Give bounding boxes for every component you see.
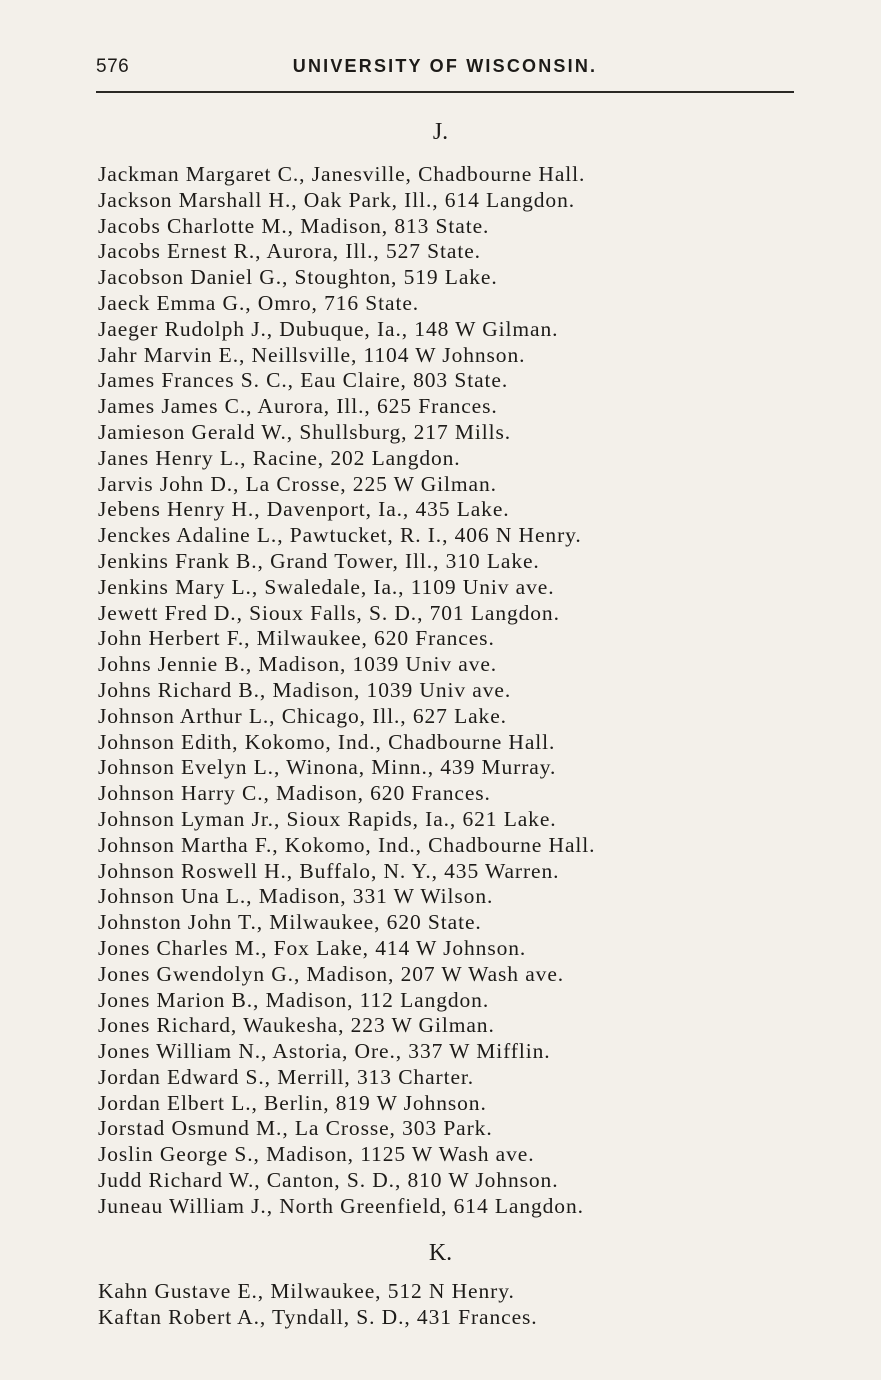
directory-entry: Johnson Harry C., Madison, 620 Frances. [98,781,491,806]
directory-entry: Johnson Una L., Madison, 331 W Wilson. [98,884,494,909]
directory-entry: James James C., Aurora, Ill., 625 Frances. [98,394,498,419]
directory-entry: Jones Gwendolyn G., Madison, 207 W Wash ave. [98,961,565,986]
directory-entry: Jacobs Ernest R., Aurora, Ill., 527 State. [98,239,481,264]
directory-entry: Johnson Arthur L., Chicago, Ill., 627 Lake. [98,703,507,728]
page-number: 576 [96,56,130,77]
directory-entry: Jaeck Emma G., Omro, 716 State. [98,290,420,315]
section-heading-j: J. [432,119,449,145]
directory-entry: James Frances S. C., Eau Claire, 803 State. [98,368,509,393]
directory-entry: John Herbert F., Milwaukee, 620 Frances. [98,626,495,651]
directory-entry: Jones Charles M., Fox Lake, 414 W Johnson. [98,935,527,960]
directory-entry: Kahn Gustave E., Milwaukee, 512 N Henry. [98,1279,515,1303]
directory-entry: Jorstad Osmund M., La Crosse, 303 Park. [98,1116,493,1141]
directory-entry: Jenckes Adaline L., Pawtucket, R. I., 406 N Henry. [98,523,582,548]
directory-entry: Johnson Roswell H., Buffalo, N. Y., 435 Warren. [98,858,560,883]
entry-list-k [98,1279,838,1331]
directory-entry: Johnson Edith, Kokomo, Ind., Chadbourne Hall. [98,729,556,754]
directory-entry: Jacobs Charlotte M., Madison, 813 State. [98,213,490,238]
header-rule [96,91,794,93]
directory-entry: Jacobson Daniel G., Stoughton, 519 Lake. [98,265,498,290]
directory-entry: Juneau William J., North Greenfield, 614 Langdon. [98,1193,584,1218]
directory-entry: Kaftan Robert A., Tyndall, S. D., 431 Frances. [98,1304,538,1329]
page-header [96,52,794,82]
entry-list-j [98,162,838,1220]
directory-entry: Jebens Henry H., Davenport, Ia., 435 Lake. [98,497,510,522]
directory-entry: Jamieson Gerald W., Shullsburg, 217 Mills. [98,419,512,444]
directory-entry: Jewett Fred D., Sioux Falls, S. D., 701 Langdon. [98,600,560,625]
directory-entry: Jackman Margaret C., Janesville, Chadbourne Hall. [98,162,586,186]
section-heading-k: K. [428,1240,453,1266]
directory-entry: Jarvis John D., La Crosse, 225 W Gilman. [98,471,497,496]
directory-entry: Jones William N., Astoria, Ore., 337 W Mifflin. [98,1039,551,1064]
directory-entry: Jordan Elbert L., Berlin, 819 W Johnson. [98,1090,487,1115]
directory-entry: Janes Henry L., Racine, 202 Langdon. [98,445,461,470]
directory-entry: Jahr Marvin E., Neillsville, 1104 W Johnson. [98,342,526,367]
directory-entry: Johnson Evelyn L., Winona, Minn., 439 Murray. [98,755,557,780]
directory-entry: Johnson Martha F., Kokomo, Ind., Chadbourne Hall. [98,832,596,857]
directory-entry: Jones Richard, Waukesha, 223 W Gilman. [98,1013,495,1038]
directory-entry: Jenkins Mary L., Swaledale, Ia., 1109 Univ ave. [98,574,555,599]
directory-entry: Johnson Lyman Jr., Sioux Rapids, Ia., 621 Lake. [98,806,557,831]
directory-entry: Johns Jennie B., Madison, 1039 Univ ave. [98,652,498,677]
directory-entry: Joslin George S., Madison, 1125 W Wash ave. [98,1142,535,1167]
directory-entry: Jackson Marshall H., Oak Park, Ill., 614 Langdon. [98,187,576,212]
directory-entry: Jenkins Frank B., Grand Tower, Ill., 310 Lake. [98,548,540,573]
directory-entry: Jones Marion B., Madison, 112 Langdon. [98,987,490,1012]
directory-entry: Judd Richard W., Canton, S. D., 810 W Johnson. [98,1168,559,1193]
running-title: UNIVERSITY OF WISCONSIN. [292,56,598,76]
directory-entry: Johnston John T., Milwaukee, 620 State. [98,910,482,935]
directory-entry: Johns Richard B., Madison, 1039 Univ ave. [98,677,512,702]
directory-entry: Jordan Edward S., Merrill, 313 Charter. [98,1064,475,1089]
directory-entry: Jaeger Rudolph J., Dubuque, Ia., 148 W Gilman. [98,316,559,341]
